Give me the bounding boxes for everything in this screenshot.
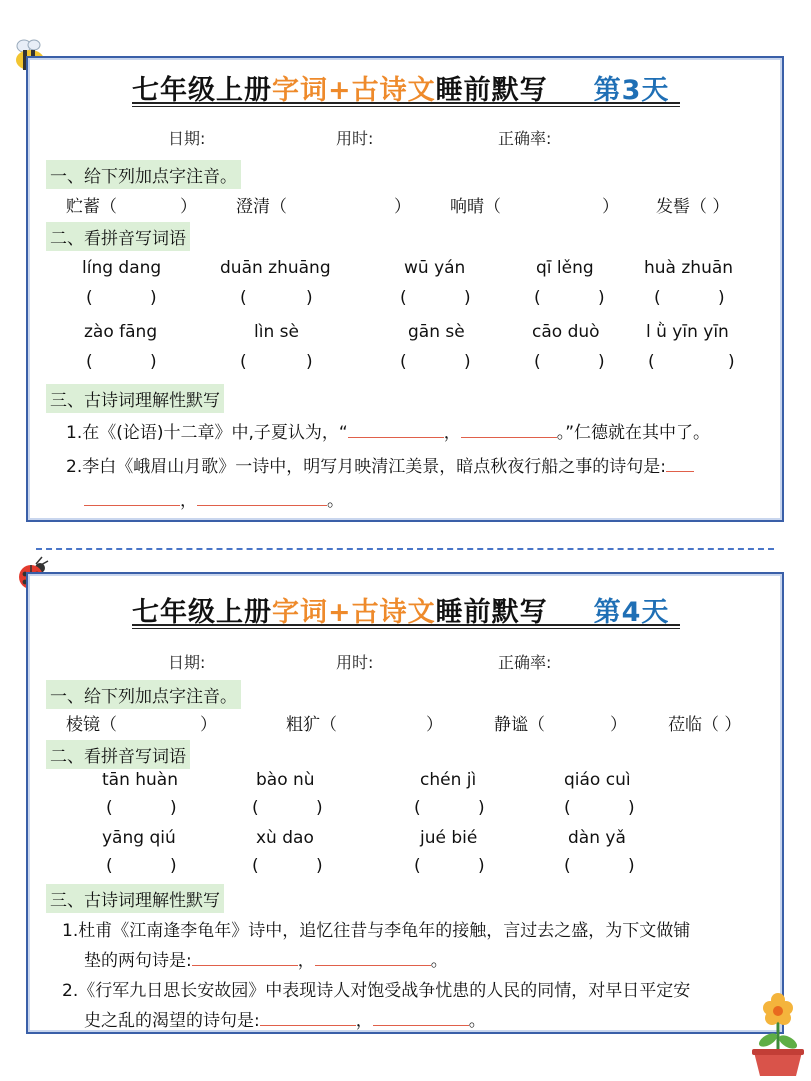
paren-close: ）	[602, 197, 619, 217]
answer-paren-open: (	[252, 856, 259, 876]
pinyin-text: zào fāng	[84, 322, 158, 342]
pinyin-text: cāo duò	[532, 322, 600, 342]
answer-paren-close: )	[598, 352, 605, 372]
answer-blank[interactable]	[461, 421, 557, 438]
section-write-words: 二、看拼音写词语	[46, 222, 190, 251]
answer-paren-close: )	[728, 352, 735, 372]
answer-paren-close: )	[306, 288, 313, 308]
answer-paren-close: )	[150, 288, 157, 308]
pinyin-text: lìn sè	[254, 322, 299, 342]
date-label: 日期:	[168, 653, 206, 672]
question-item: 贮蓄（	[66, 197, 117, 217]
answer-paren-open: (	[414, 856, 421, 876]
pinyin-text: duān zhuāng	[220, 258, 331, 278]
question-item: 澄清（	[236, 197, 287, 217]
answer-paren-open: (	[648, 352, 655, 372]
answer-paren-open: (	[86, 288, 93, 308]
pinyin-text: xù dao	[256, 828, 314, 848]
answer-blank[interactable]	[373, 1009, 469, 1026]
answer-paren-close: )	[598, 288, 605, 308]
question-2-cont: 史之乱的渴望的诗句是: ， 。	[84, 1011, 486, 1031]
day-label: 第4天	[593, 597, 670, 628]
page-title: 七年级上册字词+古诗文睡前默写 第4天	[132, 597, 670, 628]
question-item: 棱镜（	[66, 715, 117, 735]
answer-paren-close: )	[718, 288, 725, 308]
pinyin-text: dàn yǎ	[568, 828, 626, 848]
answer-paren-open: (	[252, 798, 259, 818]
accuracy-label: 正确率:	[498, 129, 552, 148]
section-write-words: 二、看拼音写词语	[46, 740, 190, 769]
answer-paren-open: (	[564, 856, 571, 876]
question-2: 2.李白《峨眉山月歌》一诗中，明写月映清江美景，暗点秋夜行船之事的诗句是:	[66, 452, 694, 477]
answer-paren-close: )	[464, 288, 471, 308]
question-1: 1.杜甫《江南逢李龟年》诗中，追忆往昔与李龟年的接触，言过去之盛，为下文做铺	[62, 921, 691, 941]
question-1-cont: 垫的两句诗是: ， 。	[84, 951, 448, 971]
answer-paren-close: )	[306, 352, 313, 372]
pinyin-text: yāng qiú	[102, 828, 176, 848]
answer-paren-open: (	[240, 352, 247, 372]
section-poetry-dictation: 三、古诗词理解性默写	[46, 884, 224, 913]
pinyin-text: tān huàn	[102, 770, 179, 790]
answer-paren-open: (	[86, 352, 93, 372]
pinyin-text: l ǜ yīn yīn	[646, 322, 729, 342]
pinyin-text: chén jì	[420, 770, 477, 790]
worksheet-day3	[26, 56, 784, 522]
section-pinyin-annotation: 一、给下列加点字注音。	[46, 680, 241, 709]
answer-paren-open: (	[106, 798, 113, 818]
answer-paren-close: )	[478, 798, 485, 818]
answer-paren-open: (	[534, 288, 541, 308]
pinyin-text: jué bié	[420, 828, 478, 848]
answer-blank[interactable]	[348, 421, 444, 438]
question-2-cont: ， 。	[84, 486, 344, 511]
worksheet-day4	[26, 572, 784, 1034]
paren-close: ）	[180, 197, 197, 217]
pinyin-text: gān sè	[408, 322, 465, 342]
question-1: 1.在《(论语)十二章》中,子夏认为，“ ， 。”仁德就在其中了。	[66, 423, 711, 443]
pinyin-text: qiáo cuì	[564, 770, 631, 790]
paren-close: ）	[394, 197, 411, 217]
answer-blank[interactable]	[84, 489, 180, 506]
answer-paren-open: (	[534, 352, 541, 372]
question-item: 粗犷（	[286, 715, 337, 735]
day-label: 第3天	[593, 75, 670, 106]
time-label: 用时:	[336, 653, 374, 672]
answer-paren-open: (	[400, 352, 407, 372]
answer-paren-close: )	[478, 856, 485, 876]
answer-paren-close: )	[150, 352, 157, 372]
answer-blank[interactable]	[666, 455, 694, 472]
answer-paren-open: (	[414, 798, 421, 818]
time-label: 用时:	[336, 129, 374, 148]
date-label: 日期:	[168, 129, 206, 148]
accuracy-label: 正确率:	[498, 653, 552, 672]
question-item: 莅临（ ）	[668, 715, 742, 735]
answer-paren-open: (	[654, 288, 661, 308]
section-poetry-dictation: 三、古诗词理解性默写	[46, 384, 224, 413]
answer-paren-close: )	[170, 856, 177, 876]
answer-paren-close: )	[316, 856, 323, 876]
answer-paren-open: (	[564, 798, 571, 818]
answer-paren-open: (	[240, 288, 247, 308]
page-title: 七年级上册字词+古诗文睡前默写 第3天	[132, 75, 670, 106]
paren-close: ）	[610, 715, 627, 735]
answer-paren-open: (	[400, 288, 407, 308]
divider	[36, 548, 774, 550]
question-2: 2.《行军九日思长安故园》中表现诗人对饱受战争忧患的人民的同情，对早日平定安	[62, 981, 691, 1001]
answer-paren-close: )	[464, 352, 471, 372]
section-pinyin-annotation: 一、给下列加点字注音。	[46, 160, 241, 189]
pinyin-text: qī lěng	[536, 258, 594, 278]
pinyin-text: líng dang	[82, 258, 162, 278]
question-item: 静谧（	[494, 715, 545, 735]
flower-pot-icon	[748, 992, 810, 1078]
paren-close: ）	[426, 715, 443, 735]
paren-close: ）	[200, 715, 217, 735]
answer-blank[interactable]	[192, 949, 298, 966]
answer-paren-close: )	[628, 856, 635, 876]
answer-paren-close: )	[628, 798, 635, 818]
pinyin-text: wū yán	[404, 258, 466, 278]
answer-blank[interactable]	[315, 949, 431, 966]
pinyin-text: bào nù	[256, 770, 315, 790]
answer-paren-close: )	[316, 798, 323, 818]
answer-paren-open: (	[106, 856, 113, 876]
question-item: 响晴（	[450, 197, 501, 217]
answer-blank[interactable]	[260, 1009, 356, 1026]
question-item: 发髻（ ）	[656, 197, 730, 217]
answer-paren-close: )	[170, 798, 177, 818]
answer-blank[interactable]	[197, 489, 327, 506]
pinyin-text: huà zhuān	[644, 258, 734, 278]
